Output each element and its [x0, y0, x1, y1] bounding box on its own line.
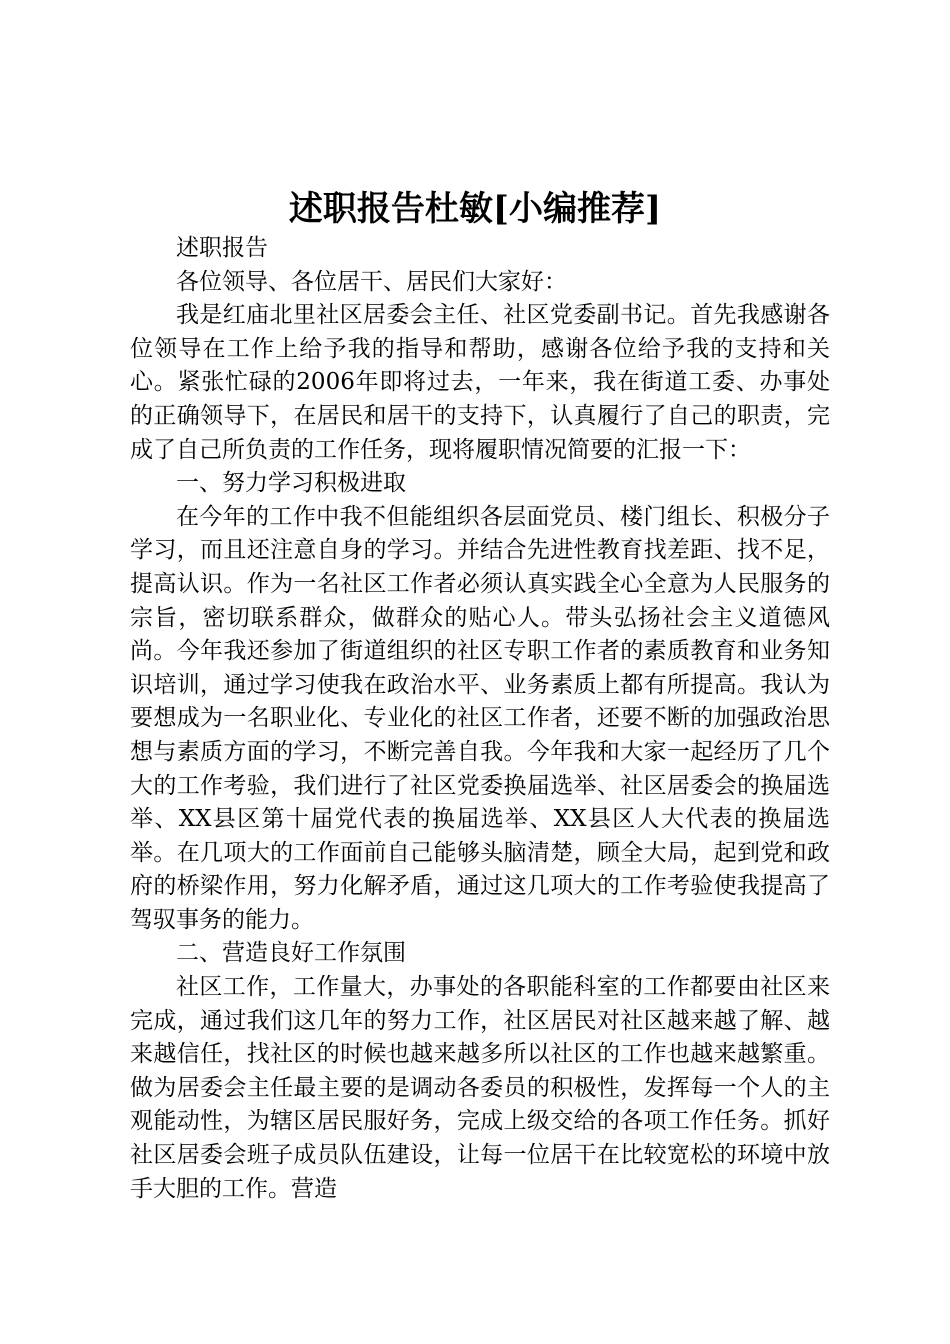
section-heading-2: 二、营造良好工作氛围 [176, 940, 406, 967]
intro-paragraph: 我是红庙北里社区居委会主任、社区党委副书记。首先我感谢各位领导在工作上给予我的指导和帮助，感谢各位给予我的支持和关心。紧张忙碌的2006年即将过去，一年来，我在街道工委、办事处的正确领导下，在居民和居干的支持下，认真履行了自己的职责，完成了自己所负责的工作任务，现将履职情况简要的汇报一下： [130, 302, 830, 463]
section-paragraph-1: 在今年的工作中我不但能组织各层面党员、楼门组长、积极分子学习，而且还注意自身的学习。并结合先进性教育找差距、找不足，提高认识。作为一名社区工作者必须认真实践全心全意为人民服务的宗旨，密切联系群众，做群众的贴心人。带头弘扬社会主义道德风尚。今年我还参加了街道组织的社区专职工作者的素质教育和业务知识培训，通过学习使我在政治水平、业务素质上都有所提高。我认为要想成为一名职业化、专业化的社区工作者，还要不断的加强政治思想与素质方面的学习，不断完善自我。今年我和大家一起经历了几个大的工作考验，我们进行了社区党委换届选举、社区居委会的换届选举、XX县区第十届党代表的换届选举、XX县区人大代表的换届选举。在几项大的工作面前自己能够头脑清楚，顾全大局，起到党和政府的桥梁作用，努力化解矛盾，通过这几项大的工作考验使我提高了驾驭事务的能力。 [130, 503, 830, 933]
greeting-paragraph: 各位领导、各位居干、居民们大家好： [176, 268, 567, 295]
section-heading-1: 一、努力学习积极进取 [176, 470, 406, 497]
document-body [130, 232, 830, 1206]
subtitle-paragraph: 述职报告 [176, 235, 268, 261]
document-title: 述职报告杜敏[小编推荐] [288, 189, 662, 229]
section-paragraph-2: 社区工作，工作量大，办事处的各职能科室的工作都要由社区来完成，通过我们这几年的努力工作，社区居民对社区越来越了解、越来越信任，找社区的时候也越来越多所以社区的工作也越来越繁重。做为居委会主任最主要的是调动各委员的积极性，发挥每一个人的主观能动性，为辖区居民服好务，完成上级交给的各项工作任务。抓好社区居委会班子成员队伍建设，让每一位居干在比较宽松的环境中放手大胆的工作。营造 [130, 974, 830, 1202]
